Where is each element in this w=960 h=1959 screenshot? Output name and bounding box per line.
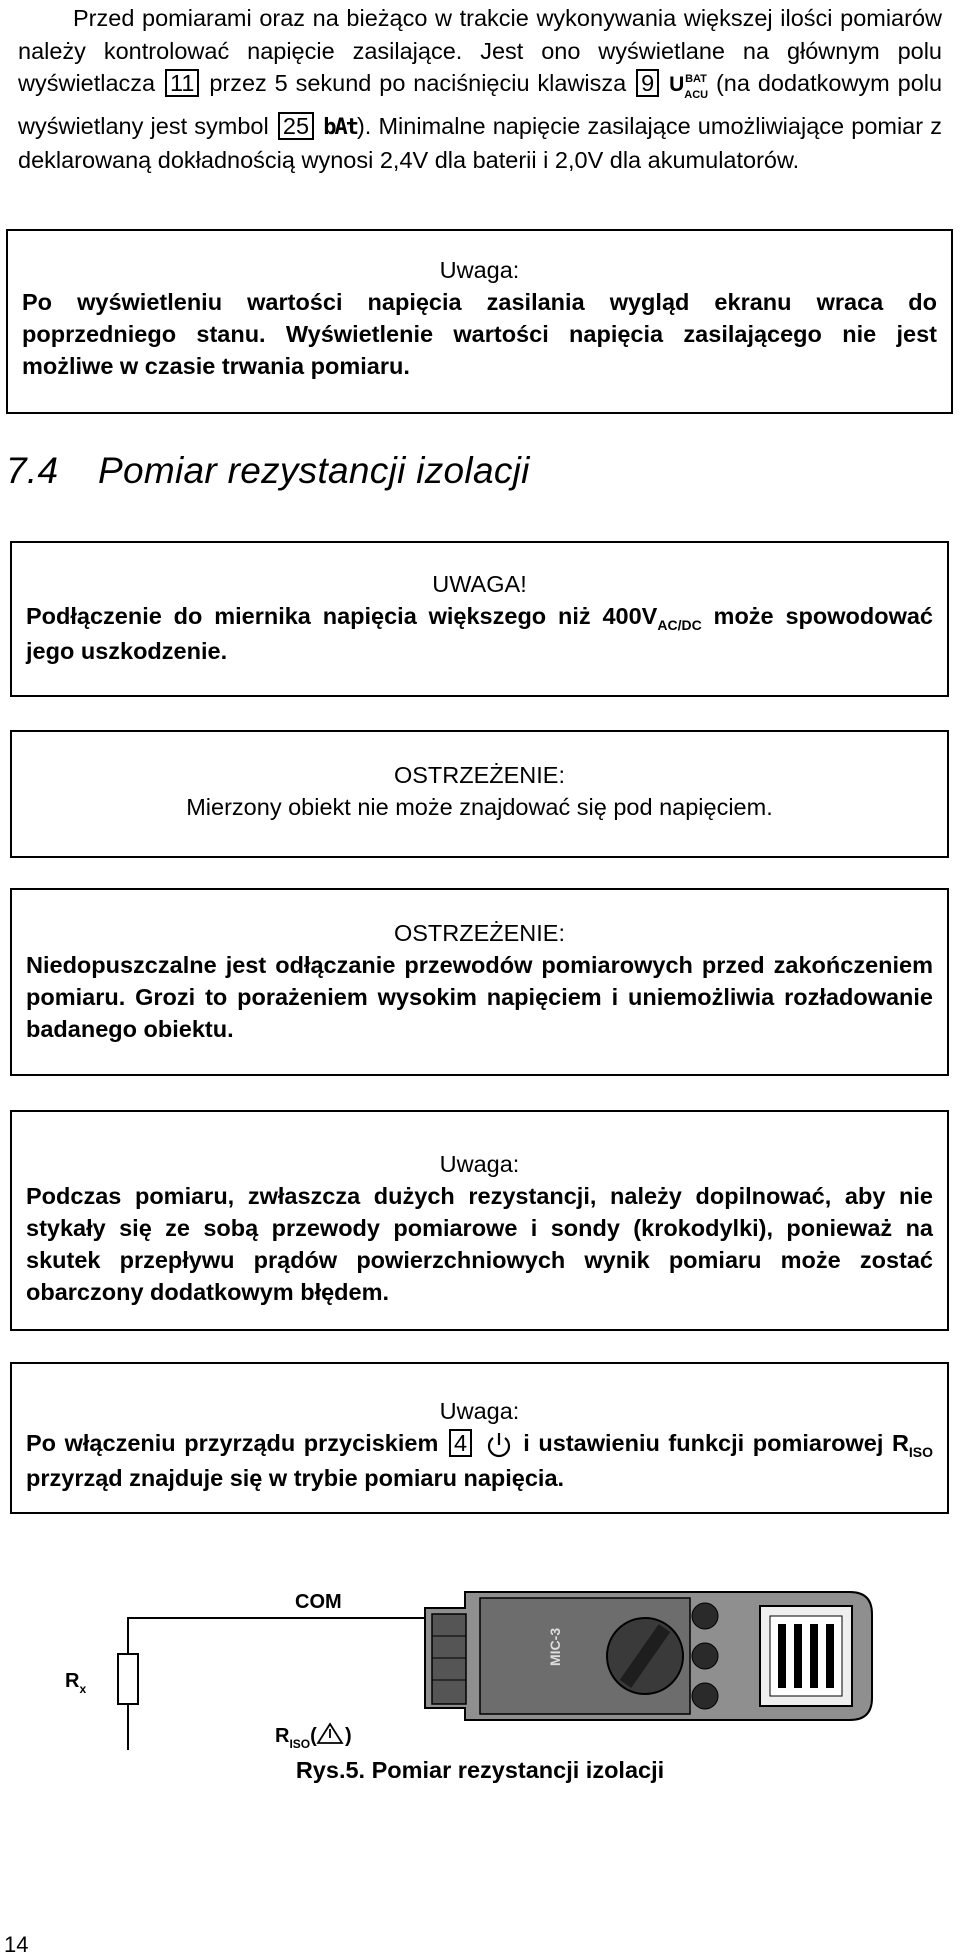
warning-box-object-voltage bbox=[10, 730, 949, 858]
intro-seg1: pomiarów należy kontrolować napięcie zasilające. Jest ono wyświetlane na głównym polu wyświetlacza bbox=[18, 5, 942, 96]
warning-box-overvoltage bbox=[10, 541, 949, 697]
note-title: Uwaga: bbox=[439, 1151, 520, 1177]
rx-label: $R_x$ bbox=[65, 1670, 87, 1696]
resistor-symbol bbox=[118, 1654, 138, 1704]
warning-body: Niedopuszczalne jest odłączanie przewodów pomiarowych przed zakończeniem pomiaru. Grozi to porażeniem wysokim napięciem i uniemożliwia rozładowanie badanego obiektu. bbox=[26, 952, 933, 1042]
u-bat-acu-key-symbol: U BAT $_{ACU}$ bbox=[669, 73, 709, 102]
intro-paragraph bbox=[18, 2, 942, 177]
intro-seg4: ). Minimalne napięcie zasilające umożliwiające pomiar z deklarowaną dokładnością wynosi 2,4V dla baterii i 2,0V dla akumulatorów. bbox=[18, 112, 942, 174]
wiring bbox=[128, 1618, 465, 1750]
section-heading bbox=[6, 450, 530, 492]
device-model-label: MIC-3 bbox=[547, 1627, 563, 1666]
note-box-power-on bbox=[10, 1362, 949, 1514]
note-body: Podczas pomiaru, zwłaszcza dużych rezystancji, należy dopilnować, aby nie stykały się ze sobą przewody pomiarowe i sondy (krokodylki), ponieważ na skutek przepływu prądów powierzchniowych wynik pomiaru może zostać obarczony dodatkowym błędem. bbox=[26, 1183, 933, 1305]
ref-box-9: 9 bbox=[636, 69, 659, 97]
bat-segment-symbol: bAt bbox=[323, 114, 357, 140]
svg-text:RISO(: $R_{ISO}$( bbox=[275, 1725, 317, 1750]
warning-body: Mierzony obiekt nie może znajdować się pod napięciem. bbox=[186, 794, 773, 820]
svg-text:): ) bbox=[345, 1725, 352, 1747]
note-box-supply-voltage bbox=[6, 229, 953, 414]
ref-box-4: 4 bbox=[449, 1429, 472, 1457]
ref-box-25: 25 bbox=[278, 112, 314, 140]
intro-seg2: przez 5 sekund po naciśnięciu klawisza bbox=[209, 70, 627, 96]
meter-device bbox=[425, 1592, 872, 1720]
note-title: Uwaga: bbox=[439, 1398, 520, 1424]
note-body: Po włączeniu przyrządu przyciskiem 4 i ustawieniu funkcji pomiarowej $R_{ISO}$ przyrząd znajduje się w trybie pomiaru napięcia. bbox=[26, 1430, 934, 1491]
warning-title: OSTRZEŻENIE: bbox=[393, 920, 566, 946]
page-number: 14 bbox=[4, 1932, 29, 1957]
note-body: Po wyświetleniu wartości napięcia zasilania wygląd ekranu wraca do poprzedniego stanu. Wyświetlenie wartości napięcia zasilającego nie jest możliwe w czasie trwania pomiaru. bbox=[22, 289, 937, 379]
figure-caption: Rys.5. Pomiar rezystancji izolacji bbox=[295, 1757, 665, 1783]
note-box-surface-current bbox=[10, 1110, 949, 1331]
warning-title: OSTRZEŻENIE: bbox=[393, 762, 566, 788]
intro-seg3: (na dodatkowym polu wyświetlany jest symbol bbox=[18, 70, 943, 139]
ref-box-11: 11 bbox=[165, 69, 199, 97]
section-title: Pomiar rezystancji izolacji bbox=[98, 450, 530, 491]
measurement-diagram bbox=[60, 1570, 890, 1750]
section-number: 7.4 bbox=[6, 450, 59, 491]
warning-title: UWAGA! bbox=[432, 571, 527, 597]
com-label: COM bbox=[295, 1591, 342, 1613]
warning-body: Podłączenie do miernika napięcia większego niż $400V_{AC/DC}$ może spowodować jego uszkodzenie. bbox=[26, 603, 933, 664]
intro-line1: Przed pomiarami oraz na bieżąco w trakcie wykonywania większej ilości bbox=[73, 5, 833, 31]
riso-label bbox=[275, 1724, 352, 1750]
power-icon bbox=[483, 1431, 515, 1459]
warning-box-lead-disconnect bbox=[10, 888, 949, 1076]
note-title: Uwaga: bbox=[439, 257, 520, 283]
